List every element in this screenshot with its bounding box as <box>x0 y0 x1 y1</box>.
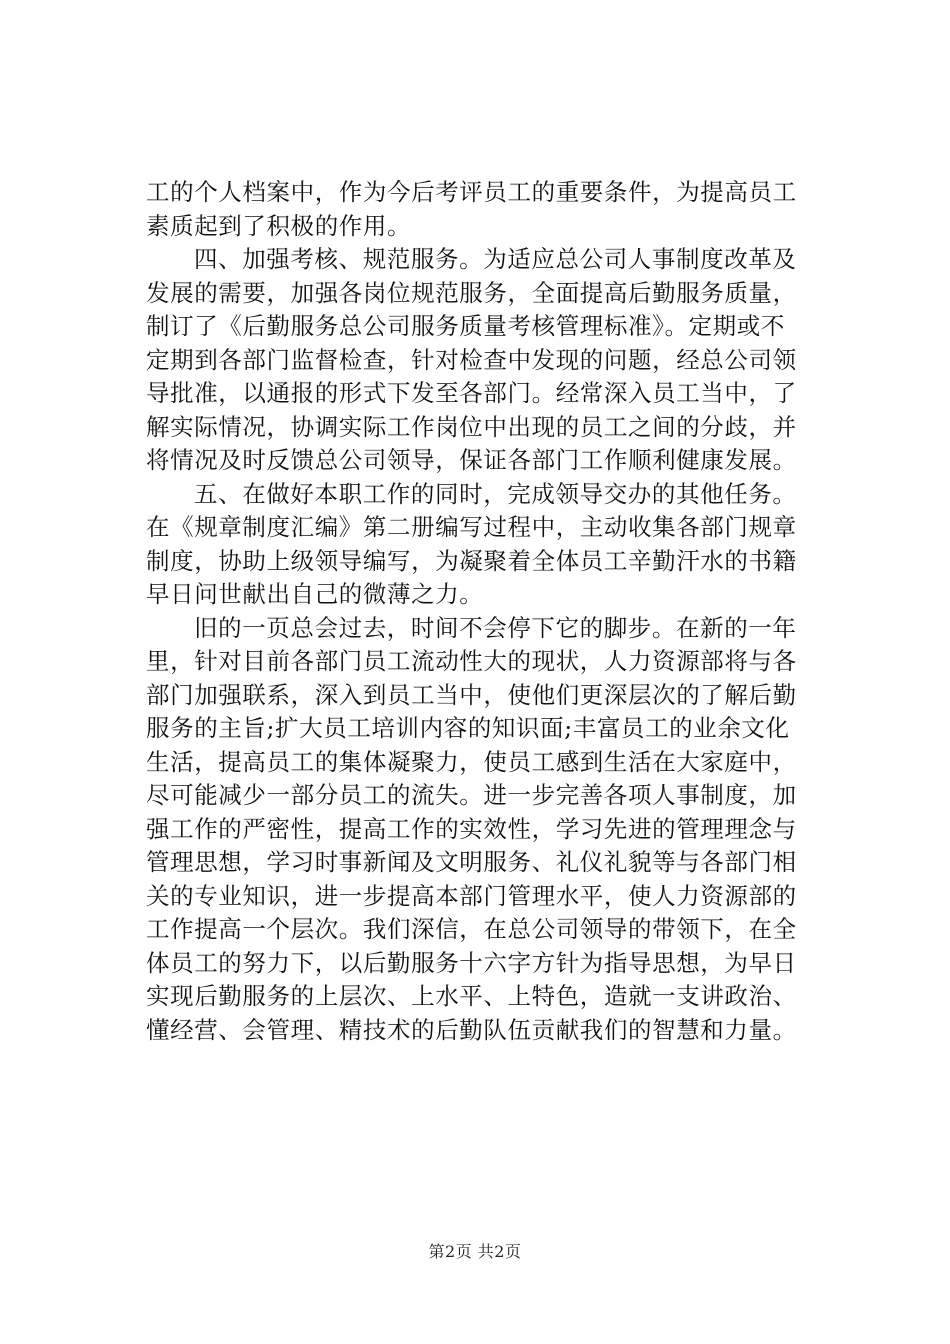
text-line: 懂经营、会管理、精技术的后勤队伍贡献我们的智慧和力量。 <box>146 1015 797 1044</box>
text-line: 工作提高一个层次。我们深信，在总公司领导的带领下，在全 <box>146 915 797 943</box>
text-line: 部门加强联系，深入到员工当中，使他们更深层次的了解后勤 <box>146 680 797 709</box>
text-line: 管理思想，学习时事新闻及文明服务、礼仪礼貌等与各部门相 <box>146 848 797 876</box>
text-line: 在《规章制度汇编》第二册编写过程中，主动收集各部门规章 <box>146 513 797 541</box>
text-line: 解实际情况，协调实际工作岗位中出现的员工之间的分歧，并 <box>146 412 797 441</box>
text-line: 生活，提高员工的集体凝聚力，使员工感到生活在大家庭中， <box>146 747 797 776</box>
text-line: 体员工的努力下，以后勤服务十六字方针为指导思想，为早日 <box>146 948 797 977</box>
paragraph-start-line: 旧的一页总会过去，时间不会停下它的脚步。在新的一年 <box>194 613 797 642</box>
text-line: 服务的主旨;扩大员工培训内容的知识面;丰富员工的业余文化 <box>146 714 790 742</box>
document-body <box>146 176 836 1047</box>
paragraph-start-line: 四、加强考核、规范服务。为适应总公司人事制度改革及 <box>194 245 797 273</box>
text-line: 发展的需要，加强各岗位规范服务，全面提高后勤服务质量， <box>146 278 797 307</box>
text-line: 尽可能减少一部分员工的流失。进一步完善各项人事制度，加 <box>146 781 797 809</box>
text-line: 制度，协助上级领导编写，为凝聚着全体员工辛勤汗水的书籍 <box>146 546 797 575</box>
paragraph-start-line: 五、在做好本职工作的同时，完成领导交办的其他任务。 <box>194 479 797 508</box>
text-line: 里，针对目前各部门员工流动性大的现状，人力资源部将与各 <box>146 647 797 675</box>
text-line: 实现后勤服务的上层次、上水平、上特色，造就一支讲政治、 <box>146 982 797 1010</box>
text-line: 强工作的严密性，提高工作的实效性，学习先进的管理理念与 <box>146 814 797 843</box>
text-line: 定期到各部门监督检查，针对检查中发现的问题，经总公司领 <box>146 345 797 374</box>
text-line: 导批准，以通报的形式下发至各部门。经常深入员工当中，了 <box>146 379 797 407</box>
text-line: 素质起到了积极的作用。 <box>146 211 412 240</box>
text-line: 工的个人档案中，作为今后考评员工的重要条件，为提高员工 <box>146 178 797 206</box>
text-line: 关的专业知识，进一步提高本部门管理水平，使人力资源部的 <box>146 881 797 910</box>
text-line: 制订了《后勤服务总公司服务质量考核管理标准》。定期或不 <box>146 312 785 340</box>
text-line: 早日问世献出自己的微薄之力。 <box>146 580 484 608</box>
text-line: 将情况及时反馈总公司领导，保证各部门工作顺利健康发展。 <box>146 446 797 474</box>
page-number-footer: 第2页 共2页 <box>428 1242 522 1261</box>
